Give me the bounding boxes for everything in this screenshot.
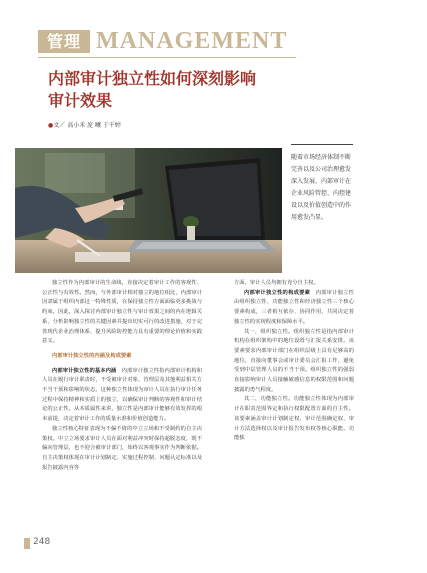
paragraph-text: 内部审计独立性由组织独立性、功能独立性和经济独立性三个核心要素构成，三者相互依存、协同作用，共同决定着独立性的实现程度和保障水平。 bbox=[234, 289, 354, 325]
byline bbox=[48, 120, 121, 129]
paragraph: 独立性作为内部审计的生命线，直接决定着审计工作的客观性、公正性与有效性。然而，与外部审计相对独立的地位相比，内部审计因隶属于组织内部这一特殊性质，在保持独立性方面面临更多挑战与约束。因此，深入探讨内部审计独立性与审计效果之间的内在逻辑关系，分析影响独立性的关键因素并提出切实可行的改进措施，对于完善现代企业治理体系、提升风险防控能力具有重要的理论价值和实践意义。 bbox=[42, 280, 202, 345]
paragraph-text: 内部审计独立性指内部审计机构和人员在履行审计职责时，不受被审计对象、管理层及其他利益相关方不当干预和影响的状态。这种独立性体现为审计人员在执行审计任务过程中保持精神和实质上的独立，以确保审计判断的客观性和审计结论的公正性。从本质属性来讲，独立性是内部审计能够有效发挥的根本前提，决定着审计工作的质量水准和价值创造能力。 bbox=[42, 367, 202, 423]
pull-quote: 随着市场经济体制不断完善以及公司治理愈发深入发展，内部审计在企业风险管控、内控建设以及价值创造中的作用愈发凸显。 bbox=[291, 154, 352, 221]
paragraph: 独立性核心特征表现为不偏不倚的中立立场和不受制约的自主决策权。中立立场要求审计人员在面对利益冲突时保持超脱态度，既不偏向管理层，也不迎合被审计部门，始终以客观事实作为判断依据。自主决策权体现在审计计划制定、实施过程控制、问题认定标准以及报告披露内容等 bbox=[42, 425, 202, 471]
paragraph bbox=[42, 367, 202, 425]
section-title-en: MANAGEMENT bbox=[96, 28, 288, 54]
page-number: 248 bbox=[33, 537, 51, 547]
paragraph: 方面，审计人员均拥有充分自主权。 bbox=[234, 280, 319, 286]
inline-subheading: 内部审计独立性的基本内涵 bbox=[52, 367, 117, 374]
inline-subheading: 内部审计独立性的构成要素 bbox=[244, 289, 311, 296]
paragraph: 其二，功能独立性。功能独立性体现为内部审计在职责范围界定和执行权限配置方面的自主性。该要素涵盖审计计划制定权、审计范围确定权、审计方法选择权以及审计报告发布权等核心职能。功能独 bbox=[234, 396, 354, 442]
byline-authors: 高小禾 庞 曦 于千婷 bbox=[67, 122, 121, 129]
page-number-marker bbox=[24, 538, 30, 549]
section-tag-cn: 管理 bbox=[46, 32, 81, 51]
paragraph bbox=[234, 289, 354, 328]
byline-prefix: 文／ bbox=[53, 122, 66, 129]
paragraph: 其一，组织独立性。组织独立性是指内部审计机构在组织架构中的地位设置与汇报关系安排。该要素要求内部审计部门在组织层级上具有足够高的地位，直接向董事会或审计委员会汇报工作，避免受到中层管理人员的不当干预。组织独立性的强弱直接影响审计人员接触敏感信息的权限范围和问题披露的勇气程度。 bbox=[234, 328, 354, 393]
bullet-icon: ● bbox=[48, 122, 54, 129]
article-title bbox=[48, 68, 298, 112]
header-divider bbox=[38, 57, 296, 58]
article-photo bbox=[15, 148, 282, 273]
pull-quote-rule bbox=[291, 144, 353, 145]
section-heading: 内部审计独立性的内涵及构成要素 bbox=[52, 352, 132, 359]
body-right-column bbox=[234, 279, 354, 444]
body-left-column bbox=[42, 279, 202, 473]
office-laptop-illustration bbox=[15, 148, 282, 273]
article-title-line1: 内部审计独立性如何深刻影响 bbox=[48, 69, 257, 88]
article-title-line2: 审计效果 bbox=[48, 91, 113, 110]
